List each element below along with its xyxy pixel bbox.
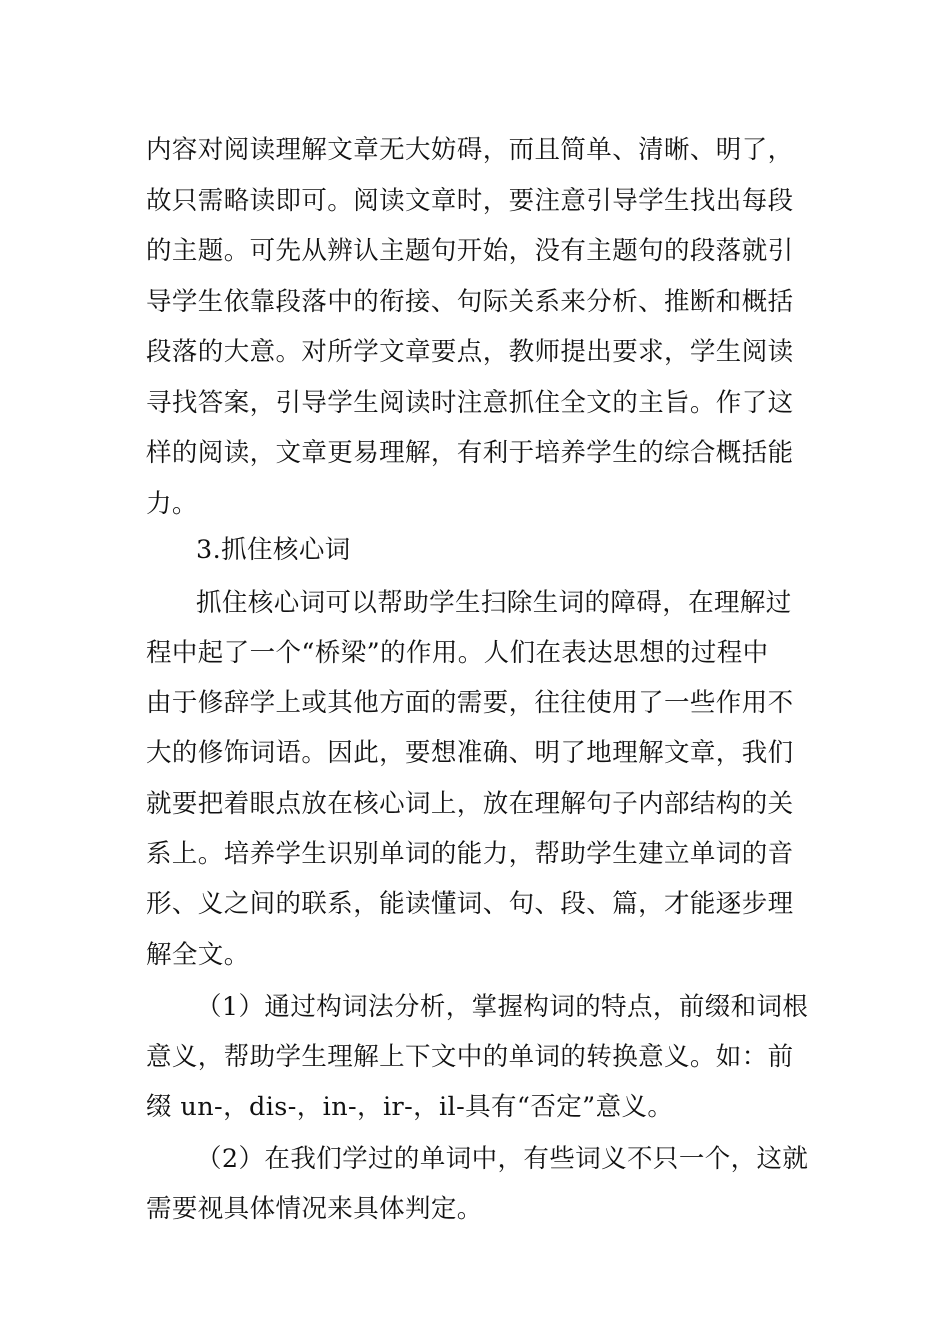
- list-item-line: （1）通过构词法分析，掌握构词的特点，前缀和词根: [196, 992, 809, 1022]
- list-item-line: 缀 un-，dis-，in-，ir-，il-具有“否定”意义。: [146, 1092, 674, 1122]
- paragraph-line: 形、义之间的联系，能读懂词、句、段、篇，才能逐步理: [146, 889, 794, 919]
- list-item-line: 需要视具体情况来具体判定。: [146, 1194, 483, 1224]
- paragraph-line: 的主题。可先从辨认主题句开始，没有主题句的段落就引: [146, 236, 794, 266]
- paragraph-line: 力。: [146, 489, 198, 519]
- list-item-line: 意义，帮助学生理解上下文中的单词的转换意义。如：前: [146, 1042, 794, 1072]
- list-item-line: （2）在我们学过的单词中，有些词义不只一个，这就: [196, 1144, 809, 1174]
- paragraph-line: 样的阅读，文章更易理解，有利于培养学生的综合概括能: [146, 438, 794, 468]
- paragraph-line: 导学生依靠段落中的衔接、句际关系来分析、推断和概括: [146, 287, 794, 317]
- paragraph-line: 解全文。: [146, 940, 250, 970]
- paragraph-line: 由于修辞学上或其他方面的需要，往往使用了一些作用不: [146, 688, 794, 718]
- paragraph-line: 段落的大意。对所学文章要点，教师提出要求，学生阅读: [146, 337, 794, 367]
- paragraph-line: 系上。培养学生识别单词的能力，帮助学生建立单词的音: [146, 839, 794, 869]
- paragraph-line: 内容对阅读理解文章无大妨碍，而且简单、清晰、明了，: [146, 135, 794, 165]
- paragraph-line: 大的修饰词语。因此，要想准确、明了地理解文章，我们: [146, 738, 794, 768]
- paragraph-line: 抓住核心词可以帮助学生扫除生词的障碍，在理解过: [196, 588, 792, 618]
- section-heading: 3.抓住核心词: [196, 535, 351, 565]
- paragraph-line: 就要把着眼点放在核心词上，放在理解句子内部结构的关: [146, 789, 794, 819]
- paragraph-line: 寻找答案，引导学生阅读时注意抓住全文的主旨。作了这: [146, 388, 794, 418]
- paragraph-line: 程中起了一个“桥梁”的作用。人们在表达思想的过程中: [146, 638, 769, 668]
- paragraph-line: 故只需略读即可。阅读文章时，要注意引导学生找出每段: [146, 186, 794, 216]
